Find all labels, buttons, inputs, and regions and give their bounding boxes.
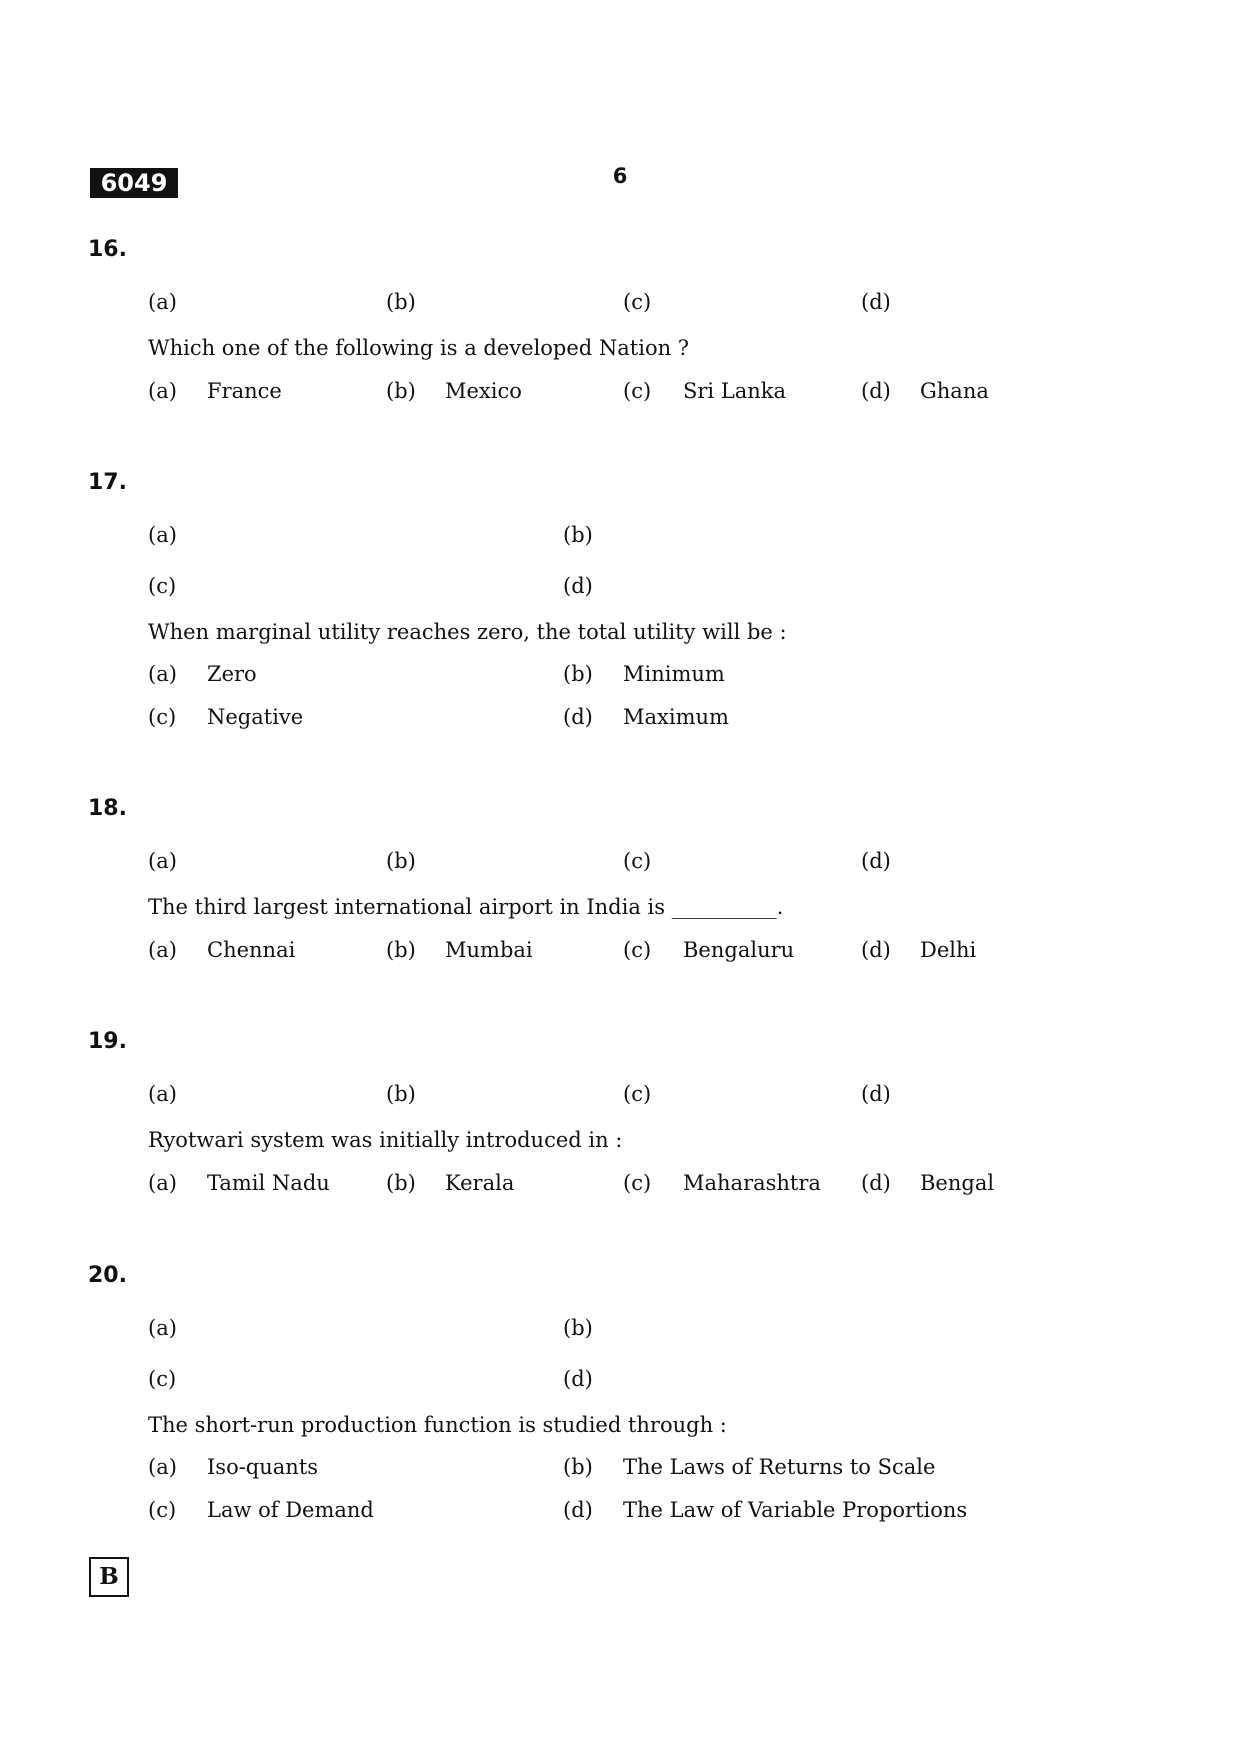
option-letter-d: (d) [861, 938, 891, 962]
page-number: 6 [612, 164, 628, 188]
options-row-english [0, 936, 1240, 964]
options-row-malayalam [0, 572, 1240, 600]
option-letter-c: (c) [148, 574, 177, 598]
question-stem-english: Ryotwari system was initially introduced in : [148, 1128, 623, 1152]
options-row-malayalam [0, 1365, 1240, 1393]
option-letter-a: (a) [148, 1082, 177, 1106]
option-letter-d: (d) [563, 1367, 593, 1391]
option-b-english: Minimum [623, 662, 725, 686]
options-row-english [0, 1453, 1240, 1481]
question-number: 20. [88, 1263, 127, 1288]
option-letter-a: (a) [148, 379, 177, 403]
options-row-malayalam [0, 847, 1240, 875]
paper-code-badge: 6049 [90, 168, 178, 198]
option-letter-b: (b) [386, 938, 416, 962]
option-d-english: Ghana [920, 379, 989, 403]
option-letter-c: (c) [623, 849, 652, 873]
option-d-english: Maximum [623, 705, 729, 729]
option-letter-d: (d) [861, 379, 891, 403]
option-letter-b: (b) [386, 379, 416, 403]
option-letter-c: (c) [623, 1171, 652, 1195]
options-row-english [0, 1169, 1240, 1197]
option-letter-d: (d) [861, 849, 891, 873]
option-letter-c: (c) [623, 379, 652, 403]
option-d-english: The Law of Variable Proportions [623, 1498, 968, 1522]
option-letter-d: (d) [861, 290, 891, 314]
option-a-english: Zero [207, 662, 257, 686]
option-c-english: Bengaluru [683, 938, 795, 962]
option-b-english: Kerala [445, 1171, 515, 1195]
option-letter-b: (b) [563, 1455, 593, 1479]
option-letter-a: (a) [148, 938, 177, 962]
option-c-english: Sri Lanka [683, 379, 787, 403]
options-row-english [0, 660, 1240, 688]
option-letter-c: (c) [623, 1082, 652, 1106]
option-d-english: Bengal [920, 1171, 995, 1195]
option-letter-d: (d) [861, 1082, 891, 1106]
question-stem-english: Which one of the following is a developed Nation ? [148, 336, 690, 360]
question-stem-english: The short-run production function is studied through : [148, 1413, 727, 1437]
options-row-malayalam [0, 521, 1240, 549]
option-a-english: Iso-quants [207, 1455, 319, 1479]
option-letter-d: (d) [861, 1171, 891, 1195]
option-letter-b: (b) [386, 1171, 416, 1195]
option-c-english: Negative [207, 705, 304, 729]
option-a-english: France [207, 379, 282, 403]
options-row-english [0, 377, 1240, 405]
option-d-english: Delhi [920, 938, 977, 962]
options-row-english [0, 1496, 1240, 1524]
option-letter-a: (a) [148, 290, 177, 314]
option-letter-c: (c) [623, 290, 652, 314]
option-letter-a: (a) [148, 1455, 177, 1479]
options-row-malayalam [0, 288, 1240, 316]
option-c-english: Maharashtra [683, 1171, 821, 1195]
option-b-english: Mumbai [445, 938, 533, 962]
option-letter-c: (c) [148, 1367, 177, 1391]
question-number: 16. [88, 237, 127, 262]
option-letter-d: (d) [563, 705, 593, 729]
option-b-english: Mexico [445, 379, 522, 403]
option-letter-a: (a) [148, 1316, 177, 1340]
options-row-malayalam [0, 1080, 1240, 1108]
option-letter-b: (b) [563, 662, 593, 686]
option-letter-b: (b) [563, 1316, 593, 1340]
option-letter-b: (b) [386, 290, 416, 314]
option-letter-b: (b) [563, 523, 593, 547]
option-letter-c: (c) [148, 1498, 177, 1522]
option-b-english: The Laws of Returns to Scale [623, 1455, 936, 1479]
option-letter-a: (a) [148, 523, 177, 547]
question-number: 18. [88, 796, 127, 821]
option-c-english: Law of Demand [207, 1498, 374, 1522]
option-letter-b: (b) [386, 849, 416, 873]
question-number: 19. [88, 1029, 127, 1054]
option-a-english: Chennai [207, 938, 296, 962]
option-letter-c: (c) [148, 705, 177, 729]
option-letter-c: (c) [623, 938, 652, 962]
option-a-english: Tamil Nadu [207, 1171, 330, 1195]
question-number: 17. [88, 470, 127, 495]
option-letter-d: (d) [563, 1498, 593, 1522]
options-row-english [0, 703, 1240, 731]
options-row-malayalam [0, 1314, 1240, 1342]
option-letter-a: (a) [148, 849, 177, 873]
option-letter-b: (b) [386, 1082, 416, 1106]
question-stem-english: When marginal utility reaches zero, the total utility will be : [148, 620, 787, 644]
option-letter-a: (a) [148, 662, 177, 686]
option-letter-a: (a) [148, 1171, 177, 1195]
question-stem-english: The third largest international airport in India is __________. [148, 895, 784, 919]
option-letter-d: (d) [563, 574, 593, 598]
version-letter-box: B [89, 1557, 129, 1597]
